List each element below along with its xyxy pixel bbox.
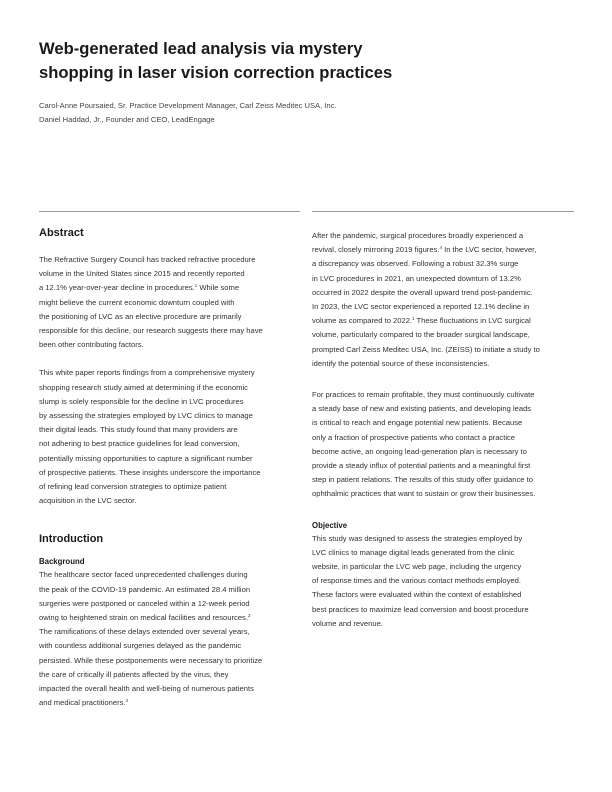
abstract-paragraph-2	[39, 366, 309, 508]
text-line: become active, an ongoing lead-generation plan is necessary to	[312, 446, 527, 456]
text-run: volume as compared to 2022.	[312, 316, 413, 326]
right-divider	[312, 211, 574, 212]
text-line: In 2023, the LVC sector experienced a reported 12.1% decline in	[312, 302, 530, 312]
abstract-paragraph-1	[39, 253, 309, 352]
text-line: impacted the overall health and well-being of numerous patients	[39, 684, 254, 694]
text-line: step in patient relations. The results of this study offer guidance to	[312, 475, 533, 485]
background-heading: Background	[39, 557, 85, 567]
text-run: owing to heightened strain on medical facilities and resources.	[39, 613, 248, 623]
text-line: volume, particularly compared to the broader surgical landscape,	[312, 330, 530, 340]
text-line: For practices to remain profitable, they must continuously cultivate	[312, 390, 535, 400]
citation-ref: 1	[194, 283, 198, 289]
author-list	[39, 99, 337, 127]
introduction-heading: Introduction	[39, 533, 104, 546]
text-line	[39, 696, 309, 710]
text-line: of response times and the various contact methods employed.	[312, 576, 521, 586]
text-line: the peak of the COVID-19 pandemic. An estimated 28.4 million	[39, 584, 251, 594]
text-run: While some	[197, 283, 240, 293]
text-line: a discrepancy was observed. Following a robust 32.3% surge	[312, 259, 519, 269]
text-line: After the pandemic, surgical procedures broadly experienced a	[312, 231, 524, 240]
text-line: best practices to maximize lead conversion and boost procedure	[312, 604, 529, 614]
citation-ref: 4	[439, 245, 442, 251]
text-line: the positioning of LVC as an elective procedure are primarily	[39, 311, 242, 321]
text-line: ophthalmic practices that want to sustain or grow their businesses.	[312, 489, 536, 499]
text-run: These fluctuations in LVC surgical	[414, 316, 531, 326]
citation-ref: 3	[125, 698, 129, 704]
text-line: the care of critically ill patients affected by the virus, they	[39, 669, 229, 679]
text-line: potentially missing opportunities to capture a significant number	[39, 453, 253, 463]
right-column	[312, 229, 582, 631]
text-run: revival, closely mirroring 2019 figures.	[312, 245, 440, 255]
text-line: of refining lead conversion strategies to optimize patient	[39, 482, 227, 492]
text-run: a 12.1% year-over-year decline in procedures.	[39, 283, 195, 293]
text-line: identify the potential source of these inconsistencies.	[312, 358, 490, 368]
abstract-heading: Abstract	[39, 227, 84, 239]
left-divider	[39, 211, 300, 212]
text-line: LVC clinics to manage digital leads generated from the clinic	[312, 547, 515, 557]
text-line: shopping research study aimed at determining if the economic	[39, 382, 248, 392]
text-line: not adhering to best practice guidelines for lead conversion,	[39, 439, 240, 449]
text-line: prompted Carl Zeiss Meditec USA, Inc. (ZEISS) to initiate a study to	[312, 344, 540, 354]
text-line: a steady base of new and existing patients, and developing leads	[312, 404, 532, 414]
objective-heading: Objective	[312, 520, 348, 530]
title-line-2: shopping in laser vision correction practices	[39, 63, 393, 82]
text-line: volume and revenue.	[312, 618, 383, 628]
paper-title	[39, 37, 459, 85]
text-line: of prospective patients. These insights underscore the importance	[39, 467, 261, 477]
introduction-paragraph	[39, 568, 309, 710]
text-line: provide a steady influx of potential patients and a meaningful first	[312, 461, 531, 471]
citation-ref: 2	[247, 613, 251, 619]
text-line: acquisition in the LVC sector.	[39, 496, 137, 506]
text-line: in LVC procedures in 2021, an unexpected downturn of 13.2%	[312, 273, 521, 283]
text-line: occurred in 2022 despite the overall upward trend post-pandemic.	[312, 287, 533, 297]
text-line	[312, 314, 582, 328]
text-line: The ramifications of these delays extended over several years,	[39, 627, 250, 637]
text-line: The Refractive Surgery Council has tracked refractive procedure	[39, 255, 256, 264]
author-1: Carol-Anne Poursaied, Sr. Practice Development Manager, Carl Zeiss Meditec USA, Inc.	[39, 101, 337, 110]
text-line	[312, 243, 582, 257]
text-line: website, in particular the LVC web page, including the urgency	[312, 562, 522, 572]
title-line-1: Web-generated lead analysis via mystery	[39, 39, 363, 58]
text-line: responsible for this decline, our research suggests there may have	[39, 326, 263, 336]
right-paragraph-1	[312, 229, 582, 371]
text-line: their digital leads. This study found that many providers are	[39, 425, 238, 435]
text-run: and medical practitioners.	[39, 698, 126, 708]
text-line	[39, 281, 309, 295]
author-2: Daniel Haddad, Jr., Founder and CEO, LeadEngage	[39, 115, 215, 124]
objective-paragraph	[312, 532, 582, 631]
text-line: This white paper reports findings from a comprehensive mystery	[39, 368, 255, 378]
text-line: only a fraction of prospective patients who contact a practice	[312, 432, 516, 442]
right-paragraph-2	[312, 388, 582, 502]
text-run: In the LVC sector, however,	[441, 245, 537, 255]
text-line: surgeries were postponed or canceled within a 12-week period	[39, 598, 250, 608]
text-line: These factors were evaluated within the context of established	[312, 590, 522, 600]
text-line: might believe the current economic downturn coupled with	[39, 297, 235, 307]
text-line: is critical to reach and engage potential new patients. Because	[312, 418, 523, 428]
text-line: by assessing the strategies employed by LVC clinics to manage	[39, 411, 253, 421]
text-line: volume in the United States since 2015 and recently reported	[39, 269, 245, 279]
text-line: with countless additional surgeries delayed as the pandemic	[39, 641, 242, 651]
text-line	[39, 611, 309, 625]
text-line: been other contributing factors.	[39, 340, 144, 350]
citation-ref: 1	[412, 316, 415, 322]
text-line: persisted. While these postponements were necessary to prioritize	[39, 655, 263, 665]
left-column	[39, 226, 309, 710]
text-line: The healthcare sector faced unprecedented challenges during	[39, 570, 248, 580]
text-line: This study was designed to assess the strategies employed by	[312, 533, 523, 543]
text-line: slump is solely responsible for the decline in LVC procedures	[39, 396, 244, 406]
